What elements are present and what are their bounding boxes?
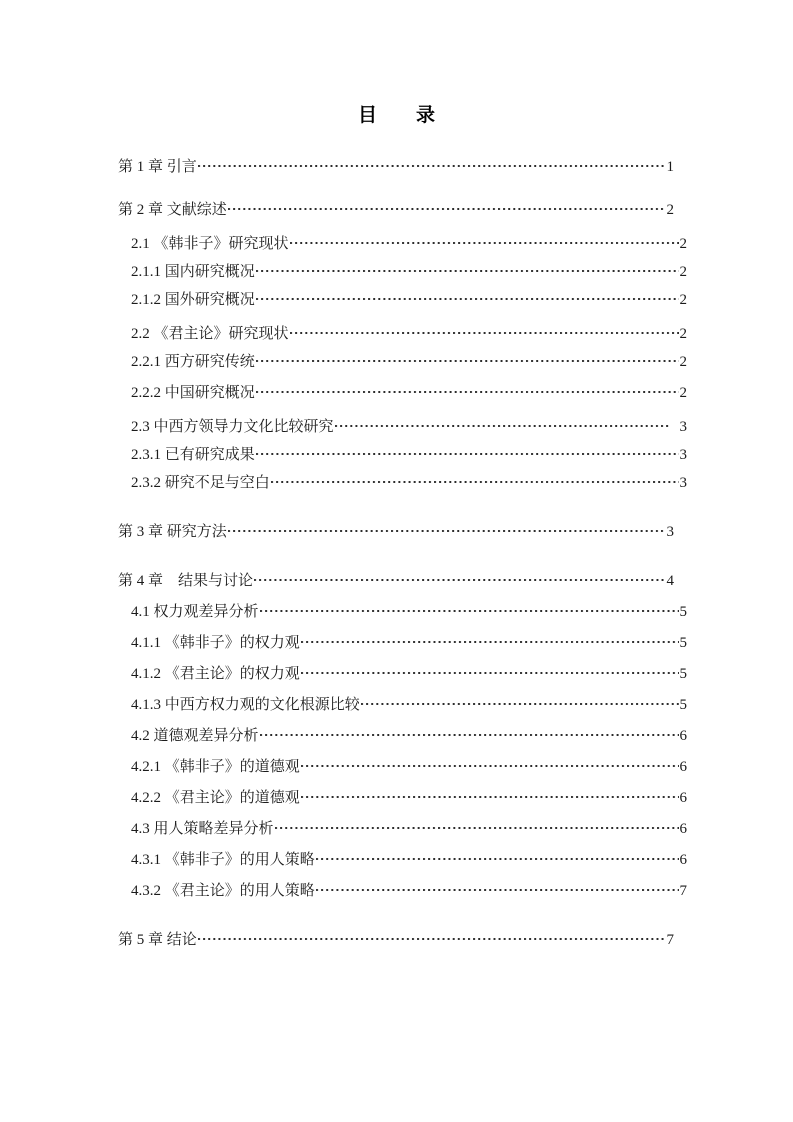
- toc-entry-page-number: 3: [679, 475, 687, 491]
- toc-entry-label: 4.3.1 《韩非子》的用人策略: [131, 852, 315, 868]
- toc-entry-page-number: 2: [679, 385, 687, 401]
- toc-entry-sub[interactable]: [131, 382, 687, 401]
- toc-dot-leader: [260, 601, 679, 616]
- toc-entry-sub[interactable]: [131, 756, 687, 775]
- toc-dot-leader: [301, 632, 679, 647]
- toc-dot-leader: [290, 323, 679, 338]
- toc-entry-label: 2.1.2 国外研究概况: [131, 292, 255, 308]
- toc-entry-section[interactable]: [131, 323, 687, 342]
- toc-dot-leader: [290, 233, 679, 248]
- toc-dot-leader: [256, 444, 679, 459]
- toc-entry-chapter[interactable]: [118, 929, 674, 948]
- toc-dot-leader: [301, 787, 679, 802]
- toc-entry-label: 4.2.2 《君主论》的道德观: [131, 790, 300, 806]
- toc-entry-sub[interactable]: [131, 663, 687, 682]
- toc-entry-label: 4.2.1 《韩非子》的道德观: [131, 759, 300, 775]
- toc-entry-sub[interactable]: [131, 880, 687, 899]
- toc-entry-page-number: 3: [666, 524, 674, 540]
- toc-entry-label: 4.3 用人策略差异分析: [131, 821, 274, 837]
- toc-dot-leader: [275, 818, 679, 833]
- toc-entry-label: 2.2 《君主论》研究现状: [131, 326, 289, 342]
- toc-entry-section[interactable]: [131, 233, 687, 252]
- toc-dot-leader: [361, 694, 679, 709]
- toc-entry-page-number: 5: [679, 635, 687, 651]
- toc-entry-page-number: 6: [679, 728, 687, 744]
- toc-dot-leader: [256, 351, 679, 366]
- toc-entry-label: 4.1.1 《韩非子》的权力观: [131, 635, 300, 651]
- toc-entry-label: 4.1.3 中西方权力观的文化根源比较: [131, 697, 360, 713]
- toc-entry-label: 2.1 《韩非子》研究现状: [131, 236, 289, 252]
- toc-entry-section[interactable]: [131, 818, 687, 837]
- toc-entry-section[interactable]: [131, 601, 687, 620]
- toc-dot-leader: [228, 521, 666, 536]
- toc-entry-sub[interactable]: [131, 694, 687, 713]
- toc-entry-sub[interactable]: [131, 289, 687, 308]
- toc-entry-page-number: 3: [679, 419, 687, 435]
- toc-entry-sub[interactable]: [131, 849, 687, 868]
- toc-dot-leader: [335, 416, 671, 431]
- toc-dot-leader: [198, 156, 666, 171]
- toc-entry-page-number: 7: [679, 883, 687, 899]
- toc-entry-page-number: 5: [679, 604, 687, 620]
- toc-dot-leader: [301, 756, 679, 771]
- toc-entry-chapter[interactable]: [118, 570, 674, 589]
- toc-dot-leader: [256, 261, 679, 276]
- toc-entry-page-number: 6: [679, 759, 687, 775]
- toc-entry-label: 第 5 章 结论: [118, 932, 197, 948]
- toc-entry-label: 4.1.2 《君主论》的权力观: [131, 666, 300, 682]
- toc-entry-label: 4.3.2 《君主论》的用人策略: [131, 883, 315, 899]
- toc-entry-sub[interactable]: [131, 632, 687, 651]
- toc-dot-leader: [256, 382, 679, 397]
- toc-entry-label: 第 4 章 结果与讨论: [118, 573, 254, 589]
- toc-dot-leader: [228, 199, 666, 214]
- toc-entry-section[interactable]: [131, 416, 687, 435]
- toc-entry-label: 2.3 中西方领导力文化比较研究: [131, 419, 334, 435]
- toc-dot-leader: [260, 725, 679, 740]
- toc-entry-page-number: 7: [666, 932, 674, 948]
- toc-entry-page-number: 6: [679, 790, 687, 806]
- toc-dot-leader: [316, 849, 679, 864]
- toc-entry-page-number: 2: [679, 354, 687, 370]
- toc-dot-leader: [254, 570, 665, 585]
- toc-dot-leader: [316, 880, 679, 895]
- toc-entry-page-number: 5: [679, 666, 687, 682]
- toc-entry-page-number: 2: [679, 264, 687, 280]
- toc-entry-chapter[interactable]: [118, 521, 674, 540]
- toc-entry-label: 4.2 道德观差异分析: [131, 728, 259, 744]
- page-title: 目 录: [357, 105, 445, 126]
- toc-dot-leader: [271, 472, 679, 487]
- toc-entry-chapter[interactable]: [118, 199, 674, 218]
- toc-entry-label: 第 1 章 引言: [118, 159, 197, 175]
- toc-entry-label: 2.3.2 研究不足与空白: [131, 475, 270, 491]
- toc-entry-page-number: 6: [679, 852, 687, 868]
- toc-entry-label: 4.1 权力观差异分析: [131, 604, 259, 620]
- toc-entry-page-number: 2: [679, 236, 687, 252]
- toc-dot-leader: [301, 663, 679, 678]
- toc-entry-page-number: 5: [679, 697, 687, 713]
- toc-entry-label: 第 3 章 研究方法: [118, 524, 227, 540]
- toc-entry-page-number: 2: [679, 292, 687, 308]
- toc-entry-page-number: 4: [666, 573, 674, 589]
- table-of-contents: [118, 156, 687, 948]
- toc-entry-page-number: 2: [666, 202, 674, 218]
- toc-entry-section[interactable]: [131, 725, 687, 744]
- toc-entry-page-number: 1: [666, 159, 674, 175]
- toc-entry-sub[interactable]: [131, 261, 687, 280]
- toc-entry-label: 2.2.2 中国研究概况: [131, 385, 255, 401]
- toc-entry-sub[interactable]: [131, 787, 687, 806]
- toc-entry-label: 2.1.1 国内研究概况: [131, 264, 255, 280]
- toc-entry-label: 2.3.1 已有研究成果: [131, 447, 255, 463]
- toc-entry-sub[interactable]: [131, 351, 687, 370]
- toc-entry-label: 2.2.1 西方研究传统: [131, 354, 255, 370]
- toc-entry-page-number: 2: [679, 326, 687, 342]
- toc-entry-chapter[interactable]: [118, 156, 674, 175]
- toc-entry-sub[interactable]: [131, 444, 687, 463]
- toc-entry-label: 第 2 章 文献综述: [118, 202, 227, 218]
- toc-entry-page-number: 3: [679, 447, 687, 463]
- toc-dot-leader: [256, 289, 679, 304]
- toc-dot-leader: [198, 929, 666, 944]
- toc-entry-sub[interactable]: [131, 472, 687, 491]
- toc-entry-page-number: 6: [679, 821, 687, 837]
